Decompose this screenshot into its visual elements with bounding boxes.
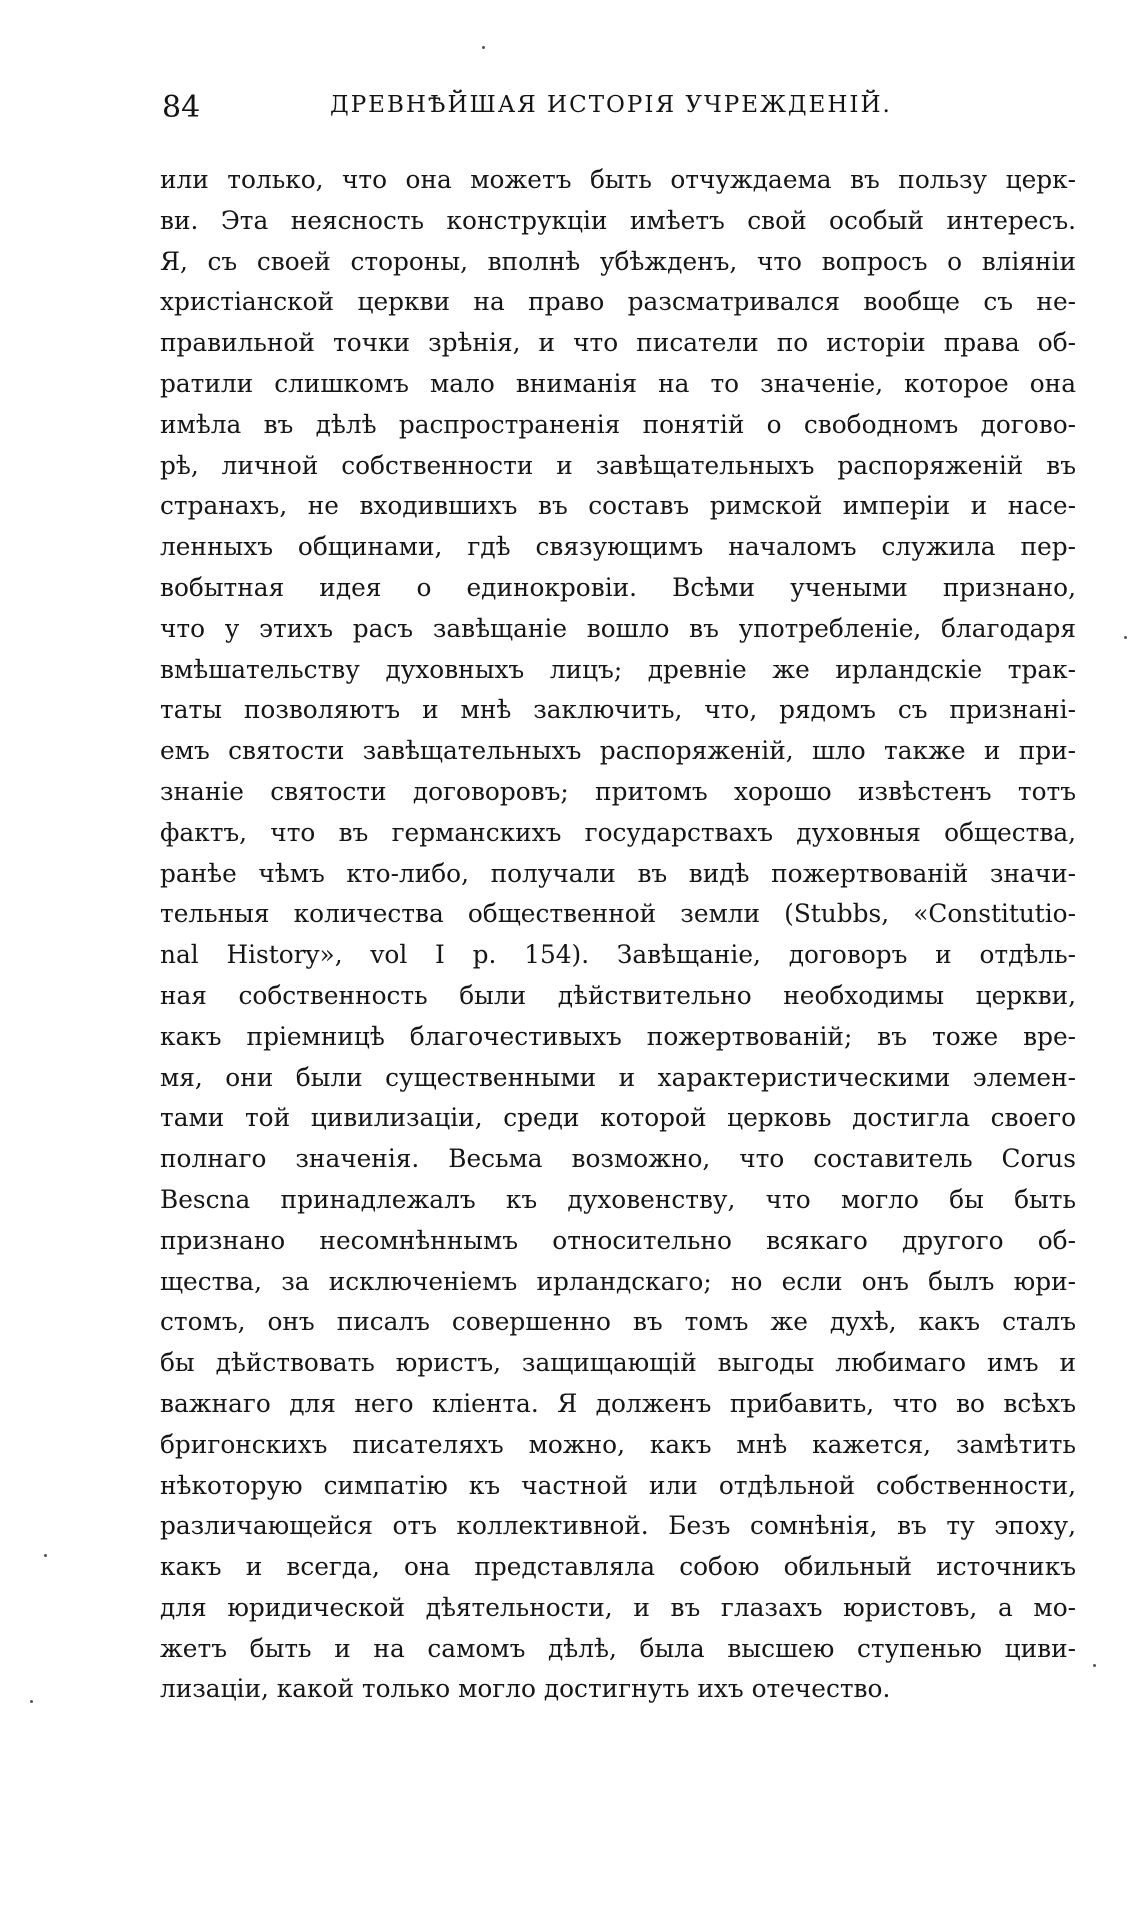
text-line: ви. Эта неясность конструкціи имѣетъ свой особый интересъ. <box>160 205 1076 235</box>
text-line: щества, за исключеніемъ ирландскаго; но если онъ былъ юри- <box>160 1266 1076 1296</box>
text-line: какъ пріемницѣ благочестивыхъ пожертвованій; въ тоже вре- <box>160 1021 1076 1051</box>
text-line: или только, что она можетъ быть отчуждаема въ пользу церк- <box>160 165 1076 194</box>
text-line: различающейся отъ коллективной. Безъ сомнѣнія, въ ту эпоху, <box>160 1511 1076 1541</box>
text-line: тельныя количества общественной земли (Stubbs, «Constitutio- <box>160 899 1076 929</box>
text-line: мя, они были существенными и характеристическими элемен- <box>160 1062 1076 1092</box>
text-line: Bescna принадлежалъ къ духовенству, что могло бы быть <box>160 1184 1076 1214</box>
page-number: 84 <box>162 90 201 125</box>
text-line: таты позволяютъ и мнѣ заключить, что, рядомъ съ признані- <box>160 695 1076 725</box>
text-line: лизаціи, какой только могло достигнуть ихъ отечество. <box>160 1674 891 1704</box>
text-line: какъ и всегда, она представляла собою обильный источникъ <box>160 1552 1076 1582</box>
text-line: признано несомнѣннымъ относительно всякаго другого об- <box>160 1225 1076 1255</box>
text-line: бригонскихъ писателяхъ можно, какъ мнѣ кажется, замѣтить <box>160 1429 1076 1459</box>
text-line: знаніе святости договоровъ; притомъ хорошо извѣстенъ тотъ <box>160 776 1076 806</box>
text-line: nal History», vol I p. 154). Завѣщаніе, договоръ и отдѣль- <box>160 940 1076 970</box>
text-line: ная собственность были дѣйствительно необходимы церкви, <box>160 980 1076 1010</box>
text-line: важнаго для него кліента. Я долженъ прибавить, что во всѣхъ <box>160 1388 1076 1418</box>
text-line: рѣ, личной собственности и завѣщательныхъ распоряженій въ <box>160 450 1076 480</box>
body-text <box>160 160 1076 1710</box>
text-line: вмѣшательству духовныхъ лицъ; древніе же ирландскіе трак- <box>160 654 1076 684</box>
text-line: жетъ быть и на самомъ дѣлѣ, была высшею ступенью циви- <box>160 1633 1076 1663</box>
paper-speck <box>30 1700 33 1703</box>
text-line: емъ святости завѣщательныхъ распоряженій, шло также и при- <box>160 736 1076 766</box>
text-line: вобытная идея о единокровіи. Всѣми учеными признано, <box>160 572 1076 602</box>
paper-speck <box>482 46 485 49</box>
paper-speck <box>1124 636 1127 639</box>
text-line: странахъ, не входившихъ въ составъ римской имперіи и насе- <box>160 491 1076 521</box>
text-line: стомъ, онъ писалъ совершенно въ томъ же духѣ, какъ сталъ <box>160 1307 1076 1337</box>
text-line: для юридической дѣятельности, и въ глазахъ юристовъ, а мо- <box>160 1592 1076 1622</box>
text-line: христіанской церкви на право разсматривался вообще съ не- <box>160 287 1076 317</box>
running-title: ДРЕВНѢЙШАЯ ИСТОРІЯ УЧРЕЖДЕНІЙ. <box>330 92 892 118</box>
text-line: полнаго значенія. Весьма возможно, что составитель Corus <box>160 1144 1076 1174</box>
text-line: что у этихъ расъ завѣщаніе вошло въ употребленіе, благодаря <box>160 613 1076 643</box>
paper-speck <box>44 1554 47 1557</box>
paper-speck <box>1093 1664 1096 1667</box>
text-line: имѣла въ дѣлѣ распространенія понятій о свободномъ догово- <box>160 409 1076 439</box>
text-line: ленныхъ общинами, гдѣ связующимъ началомъ служила пер- <box>160 532 1076 562</box>
text-line: правильной точки зрѣнія, и что писатели по исторіи права об- <box>160 328 1076 358</box>
text-line: Я, съ своей стороны, вполнѣ убѣжденъ, что вопросъ о вліяніи <box>160 246 1076 276</box>
text-line: бы дѣйствовать юристъ, защищающій выгоды любимаго имъ и <box>160 1348 1076 1378</box>
text-line: ратили слишкомъ мало вниманія на то значеніе, которое она <box>160 368 1076 398</box>
text-line: ранѣе чѣмъ кто-либо, получали въ видѣ пожертвованій значи- <box>160 858 1076 888</box>
text-line: тами той цивилизаціи, среди которой церковь достигла своего <box>160 1103 1076 1133</box>
text-line: фактъ, что въ германскихъ государствахъ духовныя общества, <box>160 817 1076 847</box>
text-line: нѣкоторую симпатію къ частной или отдѣльной собственности, <box>160 1470 1076 1500</box>
